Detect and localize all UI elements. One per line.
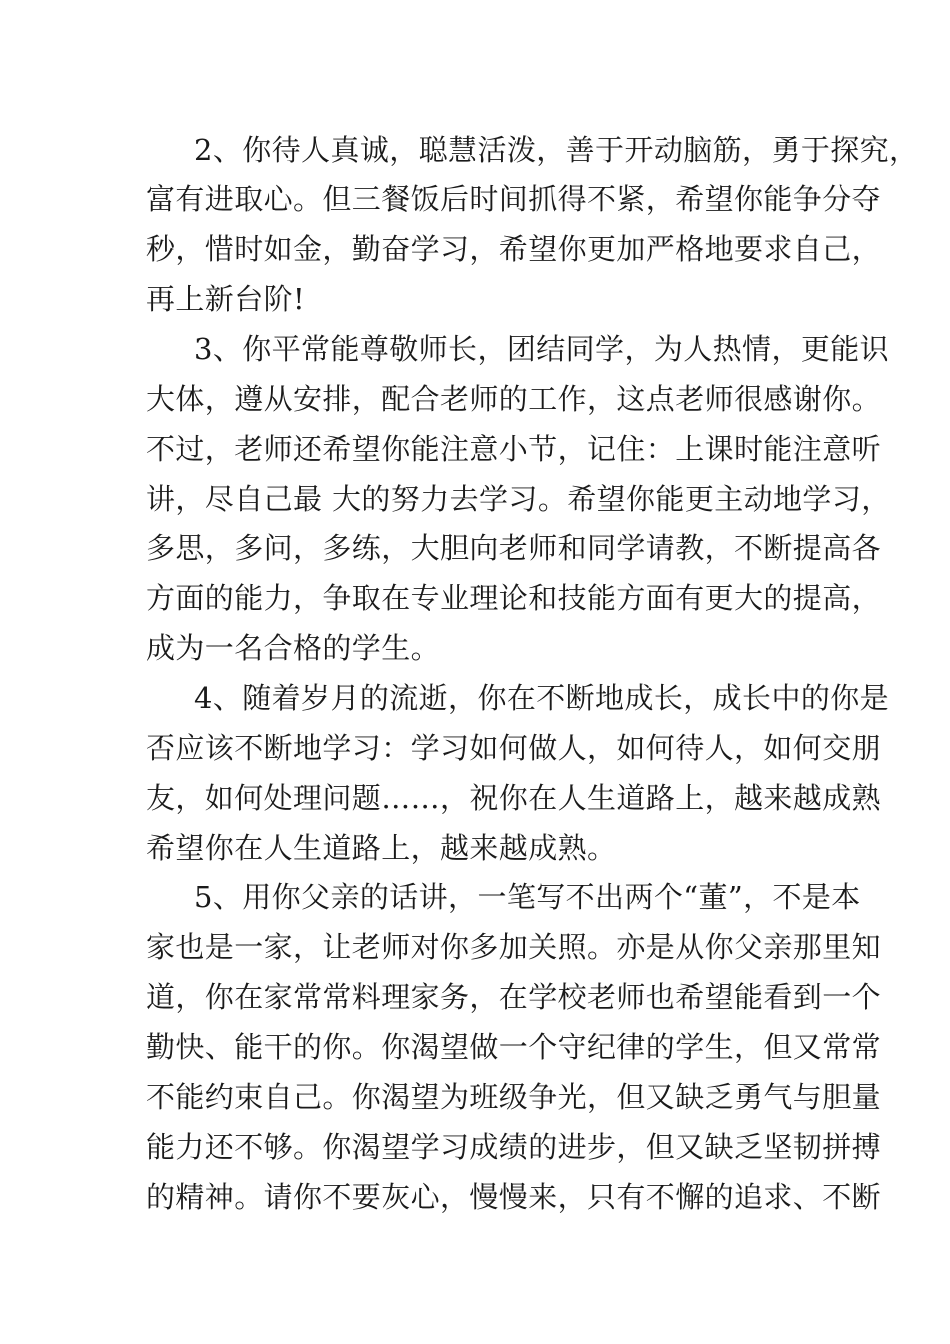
paragraph-2-line-4: 再上新台阶! xyxy=(146,282,306,316)
paragraph-3-line-5: 多思，多问，多练，大胆向老师和同学请教，不断提高各 xyxy=(146,531,882,565)
paragraph-3-line-4: 讲，尽自己最 大的努力去学习。希望你能更主动地学习， xyxy=(146,482,891,516)
paragraph-5-line-6: 能力还不够。你渴望学习成绩的进步，但又缺乏坚韧拼搏 xyxy=(146,1130,882,1164)
paragraph-3-line-3: 不过，老师还希望你能注意小节，记住：上课时能注意听 xyxy=(146,432,882,466)
paragraph-4-line-1: 4、随着岁月的流逝，你在不断地成长，成长中的你是 xyxy=(194,681,890,715)
paragraph-4-line-4: 希望你在人生道路上，越来越成熟。 xyxy=(146,831,617,865)
paragraph-2-line-3: 秒，惜时如金，勤奋学习，希望你更加严格地要求自己， xyxy=(146,232,882,266)
paragraph-2-line-2: 富有进取心。但三餐饭后时间抓得不紧，希望你能争分夺 xyxy=(146,182,882,216)
paragraph-2-line-1: 2、你待人真诚，聪慧活泼，善于开动脑筋，勇于探究， xyxy=(194,133,919,167)
paragraph-4-line-2: 否应该不断地学习：学习如何做人，如何待人，如何交朋 xyxy=(146,731,882,765)
paragraph-5-line-2: 家也是一家，让老师对你多加关照。亦是从你父亲那里知 xyxy=(146,930,882,964)
paragraph-5-line-5: 不能约束自己。你渴望为班级争光，但又缺乏勇气与胆量 xyxy=(146,1080,882,1114)
paragraph-3-line-2: 大体，遵从安排，配合老师的工作，这点老师很感谢你。 xyxy=(146,382,882,416)
paragraph-3-line-6: 方面的能力，争取在专业理论和技能方面有更大的提高， xyxy=(146,581,882,615)
paragraph-5-line-1: 5、用你父亲的话讲，一笔写不出两个“董”，不是本 xyxy=(194,880,861,914)
paragraph-5-line-7: 的精神。请你不要灰心，慢慢来，只有不懈的追求、不断 xyxy=(146,1180,882,1214)
paragraph-5-line-3: 道，你在家常常料理家务，在学校老师也希望能看到一个 xyxy=(146,980,882,1014)
paragraph-5-line-4: 勤快、能干的你。你渴望做一个守纪律的学生，但又常常 xyxy=(146,1030,882,1064)
paragraph-3-line-7: 成为一名合格的学生。 xyxy=(146,631,441,665)
paragraph-4-line-3: 友，如何处理问题……，祝你在人生道路上，越来越成熟 xyxy=(146,781,882,815)
paragraph-3-line-1: 3、你平常能尊敬师长，团结同学，为人热情，更能识 xyxy=(194,332,890,366)
